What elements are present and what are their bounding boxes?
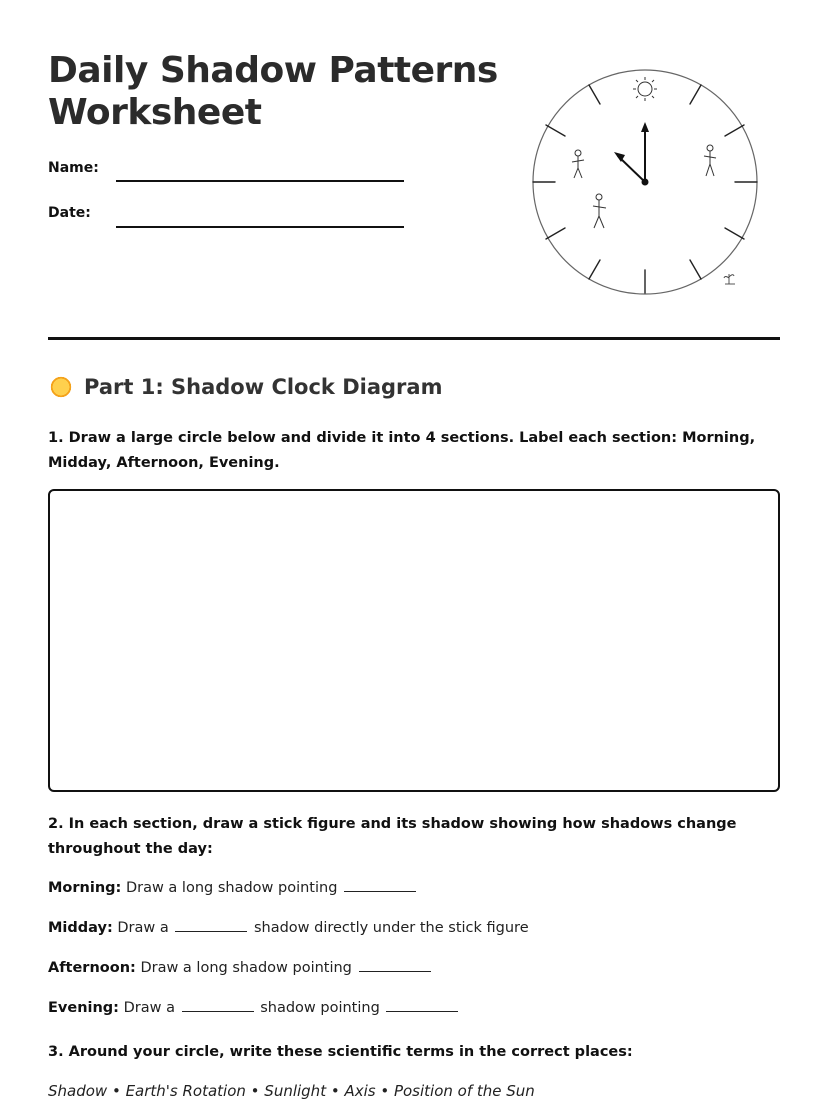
date-field[interactable] bbox=[116, 226, 404, 228]
page-title: Daily Shadow Patterns Worksheet bbox=[48, 50, 498, 133]
evening-text-b: shadow pointing bbox=[260, 1000, 380, 1016]
science-terms: Shadow • Earth's Rotation • Sunlight • Axis • Position of the Sun bbox=[48, 1082, 535, 1100]
afternoon-blank[interactable] bbox=[359, 959, 431, 972]
section-divider bbox=[48, 337, 780, 340]
drawing-area[interactable] bbox=[48, 489, 780, 792]
question-1: 1. Draw a large circle below and divide it into 4 sections. Label each section: Morning, Midday, Afternoon, Evening. bbox=[48, 430, 756, 471]
name-field[interactable] bbox=[116, 180, 404, 182]
morning-label: Morning: bbox=[48, 880, 122, 896]
midday-text-a: Draw a bbox=[117, 920, 169, 936]
stick-figure-right-icon bbox=[704, 145, 716, 176]
clock-illustration-svg bbox=[530, 66, 760, 298]
morning-blank[interactable] bbox=[344, 879, 416, 892]
evening-line bbox=[48, 999, 460, 1016]
sun-icon bbox=[633, 77, 657, 101]
evening-blank-2[interactable] bbox=[386, 999, 458, 1012]
minute-hand-arrow bbox=[641, 122, 649, 132]
afternoon-label: Afternoon: bbox=[48, 960, 136, 976]
midday-text-b: shadow directly under the stick figure bbox=[253, 920, 529, 936]
shadow-clock-illustration bbox=[530, 66, 760, 298]
stick-figure-left-icon bbox=[572, 150, 584, 178]
question-2: 2. In each section, draw a stick figure and its shadow showing how shadows change throughout the day: bbox=[48, 816, 737, 857]
sun-emoji-icon bbox=[48, 374, 74, 400]
question-3: 3. Around your circle, write these scientific terms in the correct places: bbox=[48, 1044, 633, 1060]
evening-text-a: Draw a bbox=[123, 1000, 175, 1016]
afternoon-text: Draw a long shadow pointing bbox=[140, 960, 352, 976]
midday-line bbox=[48, 919, 529, 936]
evening-label: Evening: bbox=[48, 1000, 119, 1016]
date-label: Date: bbox=[48, 205, 91, 221]
midday-label: Midday: bbox=[48, 920, 113, 936]
midday-blank[interactable] bbox=[175, 919, 247, 932]
seedling-icon bbox=[724, 274, 735, 284]
name-label: Name: bbox=[48, 160, 99, 176]
part1-heading bbox=[48, 374, 442, 400]
part1-heading-text: Part 1: Shadow Clock Diagram bbox=[84, 375, 443, 399]
afternoon-line bbox=[48, 959, 433, 976]
morning-line bbox=[48, 879, 418, 896]
stick-figure-bottom-icon bbox=[593, 194, 606, 228]
morning-text: Draw a long shadow pointing bbox=[125, 880, 338, 896]
evening-blank-1[interactable] bbox=[182, 999, 254, 1012]
